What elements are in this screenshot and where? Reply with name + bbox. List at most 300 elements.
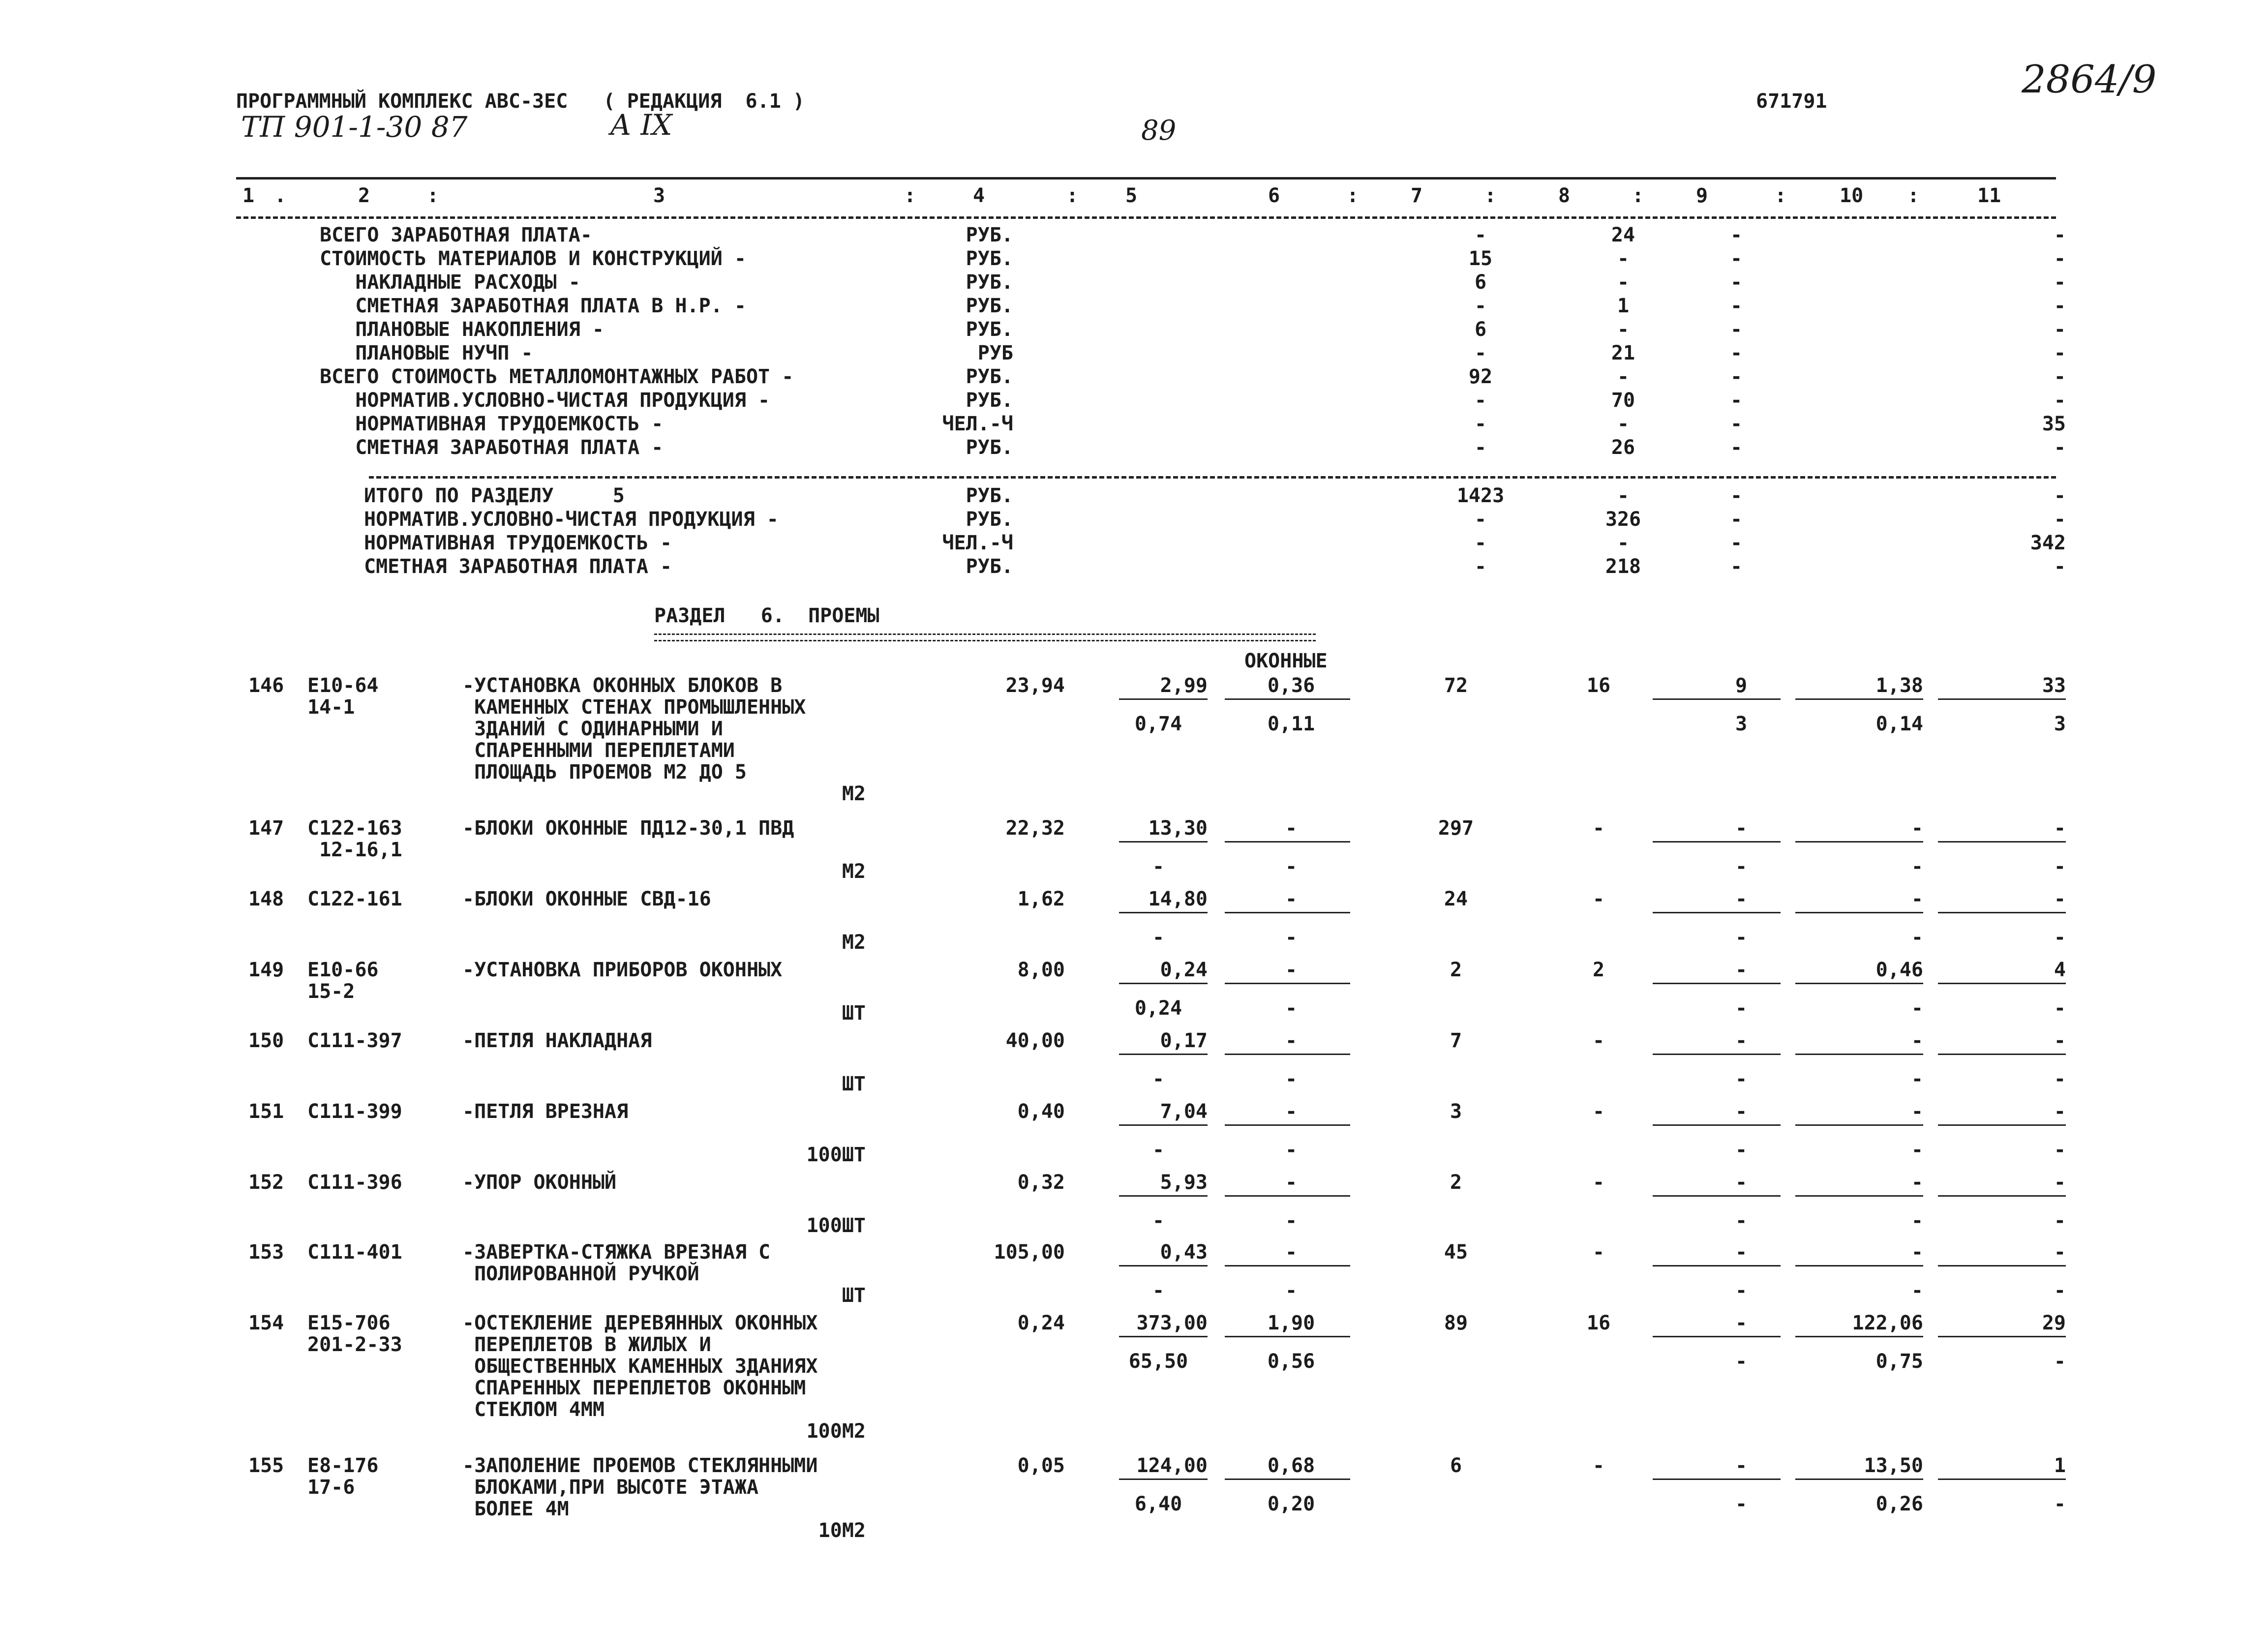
item-machine-cost: 9 <box>1735 674 1748 697</box>
item-code-sub: 14-1 <box>307 696 355 719</box>
summary-col9: - <box>1730 318 1743 341</box>
item-labor-unit: 13,50 <box>1864 1454 1923 1477</box>
summary-col9: - <box>1730 247 1743 270</box>
item-code: С122-163 <box>307 817 402 840</box>
item-wage-cost-lower: - <box>1285 1068 1298 1090</box>
summary-col11: - <box>2054 436 2066 459</box>
item-rule-col5 <box>1119 1265 1208 1267</box>
item-rule-col9 <box>1653 912 1781 913</box>
column-header-5: : <box>904 184 916 207</box>
summary-col7: - <box>1474 508 1487 531</box>
item-total-wages: - <box>1592 1029 1605 1052</box>
item-total-wages: 16 <box>1586 1312 1611 1334</box>
item-unit-cost-lower: - <box>1152 1139 1165 1161</box>
summary-label: СМЕТНАЯ ЗАРАБОТНАЯ ПЛАТА - <box>320 436 664 459</box>
item-machine-cost-lower: - <box>1735 997 1748 1020</box>
item-wage-cost: - <box>1285 1100 1298 1123</box>
summary-col11: - <box>2054 508 2066 531</box>
item-total-wages: - <box>1592 1454 1605 1477</box>
summary-col7: 1423 <box>1456 484 1505 507</box>
summary-col7: 6 <box>1474 318 1487 341</box>
item-unit: ШТ <box>842 1002 866 1025</box>
item-quantity: 0,40 <box>1017 1100 1065 1123</box>
item-unit: М2 <box>842 860 866 883</box>
item-labor-total-lower: - <box>2054 1279 2066 1302</box>
item-labor-total-lower: - <box>2054 1350 2066 1373</box>
item-rule-col11 <box>1938 1478 2066 1480</box>
item-total-wages: - <box>1592 1241 1605 1264</box>
item-total-cost: 3 <box>1450 1100 1462 1123</box>
item-description-line: СПАРЕННЫМИ ПЕРЕПЛЕТАМИ <box>462 739 735 762</box>
item-machine-cost-lower: - <box>1735 1209 1748 1232</box>
item-machine-cost-lower: - <box>1735 855 1748 878</box>
item-wage-cost: - <box>1285 959 1298 981</box>
item-rule-col6 <box>1225 912 1350 913</box>
item-description-line: -УСТАНОВКА ПРИБОРОВ ОКОННЫХ <box>462 959 783 981</box>
item-labor-total-lower: - <box>2054 1209 2066 1232</box>
item-unit: 100ШТ <box>806 1214 866 1237</box>
item-rule-col11 <box>1938 1054 2066 1055</box>
summary-col11: - <box>2054 271 2066 294</box>
item-total-cost: 24 <box>1444 888 1468 910</box>
summary-col9: - <box>1730 224 1743 246</box>
summary-col11: 342 <box>2030 532 2066 554</box>
summary-col8: - <box>1617 271 1630 294</box>
item-rule-col10 <box>1795 983 1923 984</box>
summary-unit: РУБ. <box>966 224 1013 246</box>
item-labor-unit-lower: - <box>1911 997 1923 1020</box>
summary-col11: - <box>2054 484 2066 507</box>
item-rule-col5 <box>1119 1124 1208 1126</box>
item-wage-cost-lower: 0,20 <box>1267 1493 1315 1515</box>
summary-unit: ЧЕЛ.-Ч <box>942 413 1013 435</box>
column-header-11: 7 <box>1410 184 1423 207</box>
item-rule-col11 <box>1938 1265 2066 1267</box>
item-quantity: 1,62 <box>1017 888 1065 910</box>
item-rule-col10 <box>1795 912 1923 913</box>
column-header-4: 3 <box>653 184 665 207</box>
item-rule-col10 <box>1795 698 1923 700</box>
item-labor-total-lower: - <box>2054 926 2066 949</box>
project-number: ТП 901-1-30 87 <box>241 110 468 144</box>
item-unit-cost: 7,04 <box>1160 1100 1208 1123</box>
item-labor-total-lower: - <box>2054 1139 2066 1161</box>
item-labor-total: - <box>2054 1100 2066 1123</box>
item-code-sub: 17-6 <box>307 1476 355 1499</box>
item-labor-unit: - <box>1911 1029 1923 1052</box>
column-header-16: : <box>1774 184 1787 207</box>
item-labor-unit: - <box>1911 1100 1923 1123</box>
item-rule-col5 <box>1119 1478 1208 1480</box>
summary-col7: - <box>1474 389 1487 412</box>
item-rule-col6 <box>1225 1124 1350 1126</box>
item-number: 151 <box>248 1100 284 1123</box>
item-description-line: БОЛЕЕ 4М <box>462 1498 569 1520</box>
summary-unit: РУБ. <box>966 389 1013 412</box>
item-wage-cost: 1,90 <box>1267 1312 1315 1334</box>
item-labor-unit-lower: - <box>1911 1068 1923 1090</box>
item-machine-cost: - <box>1735 959 1748 981</box>
item-description-line: ПЕРЕПЛЕТОВ В ЖИЛЫХ И <box>462 1333 711 1356</box>
section-title: РАЗДЕЛ 6. ПРОЕМЫ <box>654 604 879 627</box>
item-description-line: -УПОР ОКОННЫЙ <box>462 1171 617 1194</box>
item-number: 150 <box>248 1029 284 1052</box>
item-description-line: БЛОКАМИ,ПРИ ВЫСОТЕ ЭТАЖА <box>462 1476 759 1499</box>
item-rule-col11 <box>1938 1124 2066 1126</box>
summary-col11: - <box>2054 555 2066 578</box>
item-total-cost: 89 <box>1444 1312 1468 1334</box>
item-unit-cost: 13,30 <box>1148 817 1208 840</box>
item-quantity: 0,24 <box>1017 1312 1065 1334</box>
item-description-line: КАМЕННЫХ СТЕНАХ ПРОМЫШЛЕННЫХ <box>462 696 806 719</box>
column-header-6: 4 <box>972 184 985 207</box>
item-total-wages: - <box>1592 817 1605 840</box>
item-rule-col5 <box>1119 912 1208 913</box>
summary-col8: 21 <box>1611 342 1635 364</box>
item-labor-unit: - <box>1911 817 1923 840</box>
summary-label: СМЕТНАЯ ЗАРАБОТНАЯ ПЛАТА В Н.Р. - <box>320 295 746 317</box>
item-labor-total: - <box>2054 888 2066 910</box>
column-header-8: 5 <box>1125 184 1138 207</box>
item-labor-total-lower: 3 <box>2054 713 2066 735</box>
item-number: 155 <box>248 1454 284 1477</box>
summary-label: ПЛАНОВЫЕ НУЧП - <box>320 342 533 364</box>
summary-unit: РУБ. <box>966 365 1013 388</box>
item-labor-unit-lower: 0,75 <box>1875 1350 1923 1373</box>
item-description-line: ОБЩЕСТВЕННЫХ КАМЕННЫХ ЗДАНИЯХ <box>462 1355 818 1378</box>
item-machine-cost: - <box>1735 1171 1748 1194</box>
item-total-wages: 2 <box>1592 959 1605 981</box>
item-rule-col10 <box>1795 1265 1923 1267</box>
item-wage-cost: 0,36 <box>1267 674 1315 697</box>
item-wage-cost-lower: - <box>1285 926 1298 949</box>
item-unit-cost-lower: - <box>1152 1279 1165 1302</box>
summary-label: НОРМАТИВНАЯ ТРУДОЕМКОСТЬ - <box>364 532 672 554</box>
item-labor-unit: 1,38 <box>1875 674 1923 697</box>
item-unit: ШТ <box>842 1073 866 1095</box>
summary-col8: 218 <box>1605 555 1641 578</box>
item-labor-unit: - <box>1911 1171 1923 1194</box>
item-number: 148 <box>248 888 284 910</box>
sheet-mark: 2864/9 <box>2022 58 2157 102</box>
column-header-0: 1 <box>242 184 255 207</box>
item-wage-cost-lower: - <box>1285 855 1298 878</box>
item-labor-unit-lower: - <box>1911 1139 1923 1161</box>
item-labor-total-lower: - <box>2054 1068 2066 1090</box>
column-header-3: : <box>426 184 439 207</box>
summary-col8: - <box>1617 318 1630 341</box>
item-wage-cost-lower: - <box>1285 1209 1298 1232</box>
item-total-cost: 72 <box>1444 674 1468 697</box>
item-labor-total: - <box>2054 1241 2066 1264</box>
item-labor-total: 29 <box>2042 1312 2066 1334</box>
summary-unit: РУБ. <box>966 318 1013 341</box>
summary-col9: - <box>1730 295 1743 317</box>
item-unit-cost-lower: - <box>1152 855 1165 878</box>
summary-col11: 35 <box>2042 413 2066 435</box>
item-labor-total: - <box>2054 1171 2066 1194</box>
summary-col7: 6 <box>1474 271 1487 294</box>
summary-col8: - <box>1617 532 1630 554</box>
summary-col11: - <box>2054 342 2066 364</box>
item-rule-col9 <box>1653 1054 1781 1055</box>
item-machine-cost: - <box>1735 1454 1748 1477</box>
item-description-line: -ПЕТЛЯ НАКЛАДНАЯ <box>462 1029 652 1052</box>
item-rule-col6 <box>1225 1336 1350 1337</box>
item-labor-total: - <box>2054 1029 2066 1052</box>
item-rule-col9 <box>1653 1336 1781 1337</box>
item-rule-col10 <box>1795 1336 1923 1337</box>
item-total-cost: 45 <box>1444 1241 1468 1264</box>
item-unit-cost: 5,93 <box>1160 1171 1208 1194</box>
item-code-sub: 12-16,1 <box>307 839 402 861</box>
item-rule-col10 <box>1795 1195 1923 1197</box>
item-unit: 10М2 <box>818 1519 866 1542</box>
column-header-2: 2 <box>358 184 370 207</box>
item-rule-col10 <box>1795 1124 1923 1126</box>
item-machine-cost: - <box>1735 1100 1748 1123</box>
item-rule-col11 <box>1938 1336 2066 1337</box>
item-rule-col6 <box>1225 1054 1350 1055</box>
item-labor-unit-lower: - <box>1911 1209 1923 1232</box>
column-header-rule <box>236 216 2056 219</box>
item-labor-total-lower: - <box>2054 997 2066 1020</box>
item-number: 149 <box>248 959 284 981</box>
item-number: 147 <box>248 817 284 840</box>
item-code: С111-399 <box>307 1100 402 1123</box>
summary-col7: - <box>1474 532 1487 554</box>
item-description-line: -ЗАПОЛЕНИЕ ПРОЕМОВ СТЕКЛЯННЫМИ <box>462 1454 818 1477</box>
item-rule-col5 <box>1119 1336 1208 1337</box>
item-machine-cost: - <box>1735 817 1748 840</box>
summary-col9: - <box>1730 413 1743 435</box>
item-labor-unit-lower: - <box>1911 926 1923 949</box>
summary-col8: 24 <box>1611 224 1635 246</box>
item-rule-col9 <box>1653 1124 1781 1126</box>
item-quantity: 40,00 <box>1005 1029 1065 1052</box>
item-machine-cost-lower: - <box>1735 1350 1748 1373</box>
summary-unit: РУБ <box>977 342 1013 364</box>
item-machine-cost: - <box>1735 888 1748 910</box>
item-labor-unit: 0,46 <box>1875 959 1923 981</box>
item-code: С111-396 <box>307 1171 402 1194</box>
item-rule-col11 <box>1938 841 2066 843</box>
item-labor-unit: - <box>1911 888 1923 910</box>
item-number: 146 <box>248 674 284 697</box>
item-rule-col6 <box>1225 1265 1350 1267</box>
item-total-cost: 2 <box>1450 959 1462 981</box>
item-total-wages: - <box>1592 1100 1605 1123</box>
summary-unit: РУБ. <box>966 295 1013 317</box>
item-total-cost: 7 <box>1450 1029 1462 1052</box>
summary-col9: - <box>1730 436 1743 459</box>
item-rule-col9 <box>1653 983 1781 984</box>
item-labor-total: 1 <box>2054 1454 2066 1477</box>
column-header-1: . <box>274 184 287 207</box>
item-code-sub: 201-2-33 <box>307 1333 402 1356</box>
item-wage-cost-lower: 0,11 <box>1267 713 1315 735</box>
column-header-19: 11 <box>1977 184 2001 207</box>
item-rule-col5 <box>1119 983 1208 984</box>
summary-unit: РУБ. <box>966 484 1013 507</box>
section-title-underline <box>654 634 1316 641</box>
item-rule-col11 <box>1938 912 2066 913</box>
item-rule-col10 <box>1795 841 1923 843</box>
item-machine-cost-lower: 3 <box>1735 713 1748 735</box>
item-code-sub: 15-2 <box>307 980 355 1003</box>
item-wage-cost-lower: - <box>1285 1279 1298 1302</box>
summary-label: ВСЕГО СТОИМОСТЬ МЕТАЛЛОМОНТАЖНЫХ РАБОТ - <box>320 365 794 388</box>
item-rule-col10 <box>1795 1478 1923 1480</box>
col6-caption: ОКОННЫЕ <box>1244 650 1328 672</box>
summary-col7: 92 <box>1468 365 1493 388</box>
item-unit-cost-lower: 6,40 <box>1134 1493 1182 1515</box>
column-header-7: : <box>1066 184 1079 207</box>
item-rule-col9 <box>1653 1195 1781 1197</box>
item-machine-cost-lower: - <box>1735 1279 1748 1302</box>
item-quantity: 8,00 <box>1017 959 1065 981</box>
item-labor-unit-lower: 0,14 <box>1875 713 1923 735</box>
item-rule-col11 <box>1938 1195 2066 1197</box>
item-labor-unit-lower: - <box>1911 1279 1923 1302</box>
item-description-line: -ОСТЕКЛЕНИЕ ДЕРЕВЯННЫХ ОКОННЫХ <box>462 1312 818 1334</box>
item-machine-cost-lower: - <box>1735 1139 1748 1161</box>
item-quantity: 22,32 <box>1005 817 1065 840</box>
summary-col11: - <box>2054 365 2066 388</box>
summary-unit: РУБ. <box>966 271 1013 294</box>
item-rule-col5 <box>1119 1054 1208 1055</box>
item-machine-cost: - <box>1735 1029 1748 1052</box>
item-description-line: -БЛОКИ ОКОННЫЕ ПД12-30,1 ПВД <box>462 817 794 840</box>
summary-col11: - <box>2054 247 2066 270</box>
item-labor-unit: 122,06 <box>1852 1312 1923 1334</box>
item-description-line: ПОЛИРОВАННОЙ РУЧКОЙ <box>462 1263 699 1285</box>
summary-col7: - <box>1474 224 1487 246</box>
summary-col8: - <box>1617 484 1630 507</box>
column-header-12: : <box>1484 184 1497 207</box>
item-unit-cost-lower: 65,50 <box>1128 1350 1188 1373</box>
item-unit-cost-lower: 0,74 <box>1134 713 1182 735</box>
item-labor-unit-lower: - <box>1911 855 1923 878</box>
item-total-cost: 297 <box>1438 817 1474 840</box>
item-quantity: 0,32 <box>1017 1171 1065 1194</box>
item-code: С111-401 <box>307 1241 402 1264</box>
item-rule-col6 <box>1225 841 1350 843</box>
item-rule-col6 <box>1225 1478 1350 1480</box>
summary-divider-rule <box>369 476 2056 479</box>
item-rule-col5 <box>1119 698 1208 700</box>
item-unit-cost-lower: - <box>1152 926 1165 949</box>
summary-col9: - <box>1730 365 1743 388</box>
summary-col9: - <box>1730 555 1743 578</box>
summary-col7: - <box>1474 342 1487 364</box>
item-machine-cost: - <box>1735 1241 1748 1264</box>
item-wage-cost: - <box>1285 1029 1298 1052</box>
summary-col8: 326 <box>1605 508 1641 531</box>
item-description-line: -УСТАНОВКА ОКОННЫХ БЛОКОВ В <box>462 674 783 697</box>
summary-col9: - <box>1730 342 1743 364</box>
item-labor-total: 4 <box>2054 959 2066 981</box>
summary-col9: - <box>1730 508 1743 531</box>
item-code: Е8-176 <box>307 1454 379 1477</box>
summary-label: НАКЛАДНЫЕ РАСХОДЫ - <box>320 271 580 294</box>
item-unit-cost: 14,80 <box>1148 888 1208 910</box>
item-total-wages: - <box>1592 1171 1605 1194</box>
item-wage-cost-lower: - <box>1285 997 1298 1020</box>
item-machine-cost-lower: - <box>1735 1068 1748 1090</box>
item-machine-cost: - <box>1735 1312 1748 1334</box>
item-quantity: 0,05 <box>1017 1454 1065 1477</box>
item-rule-col9 <box>1653 1478 1781 1480</box>
summary-unit: РУБ. <box>966 436 1013 459</box>
item-total-cost: 2 <box>1450 1171 1462 1194</box>
column-header-14: : <box>1632 184 1644 207</box>
item-code: С122-161 <box>307 888 402 910</box>
item-description-line: СТЕКЛОМ 4ММ <box>462 1398 605 1421</box>
item-total-wages: - <box>1592 888 1605 910</box>
item-rule-col5 <box>1119 1195 1208 1197</box>
item-unit: ШТ <box>842 1284 866 1307</box>
summary-col9: - <box>1730 271 1743 294</box>
item-unit-cost-lower: 0,24 <box>1134 997 1182 1020</box>
summary-col8: 70 <box>1611 389 1635 412</box>
program-title: ПРОГРАММНЫЙ КОМПЛЕКС АВС-3ЕС ( РЕДАКЦИЯ 6.1 ) <box>236 90 805 113</box>
item-wage-cost: - <box>1285 888 1298 910</box>
item-wage-cost: 0,68 <box>1267 1454 1315 1477</box>
summary-col9: - <box>1730 389 1743 412</box>
item-rule-col11 <box>1938 698 2066 700</box>
table-top-rule <box>236 177 2056 180</box>
item-description-line: -ЗАВЕРТКА-СТЯЖКА ВРЕЗНАЯ С <box>462 1241 771 1264</box>
item-rule-col9 <box>1653 698 1781 700</box>
item-unit-cost: 0,24 <box>1160 959 1208 981</box>
item-unit: М2 <box>842 783 866 805</box>
column-header-18: : <box>1907 184 1920 207</box>
item-rule-col9 <box>1653 1265 1781 1267</box>
item-description-line: ПЛОЩАДЬ ПРОЕМОВ М2 ДО 5 <box>462 761 747 784</box>
item-code: С111-397 <box>307 1029 402 1052</box>
summary-col11: - <box>2054 389 2066 412</box>
item-wage-cost: - <box>1285 1171 1298 1194</box>
summary-col8: 1 <box>1617 295 1630 317</box>
item-quantity: 23,94 <box>1005 674 1065 697</box>
item-total-cost: 6 <box>1450 1454 1462 1477</box>
item-unit-cost-lower: - <box>1152 1209 1165 1232</box>
item-description-line: -ПЕТЛЯ ВРЕЗНАЯ <box>462 1100 629 1123</box>
summary-col8: - <box>1617 247 1630 270</box>
item-code: Е10-66 <box>307 959 379 981</box>
item-labor-unit: - <box>1911 1241 1923 1264</box>
item-labor-total: 33 <box>2042 674 2066 697</box>
item-rule-col11 <box>1938 983 2066 984</box>
summary-unit: ЧЕЛ.-Ч <box>942 532 1013 554</box>
item-rule-col6 <box>1225 983 1350 984</box>
summary-col7: - <box>1474 413 1487 435</box>
item-number: 154 <box>248 1312 284 1334</box>
summary-label: ИТОГО ПО РАЗДЕЛУ 5 <box>364 484 625 507</box>
item-rule-col5 <box>1119 841 1208 843</box>
column-header-15: 9 <box>1695 184 1708 207</box>
summary-col9: - <box>1730 532 1743 554</box>
summary-label: СТОИМОСТЬ МАТЕРИАЛОВ И КОНСТРУКЦИЙ - <box>320 247 746 270</box>
page-number: 89 <box>1141 115 1177 147</box>
item-wage-cost-lower: 0,56 <box>1267 1350 1315 1373</box>
summary-label: НОРМАТИВ.УСЛОВНО-ЧИСТАЯ ПРОДУКЦИЯ - <box>320 389 770 412</box>
summary-unit: РУБ. <box>966 555 1013 578</box>
item-wage-cost: - <box>1285 1241 1298 1264</box>
summary-col11: - <box>2054 224 2066 246</box>
summary-label: СМЕТНАЯ ЗАРАБОТНАЯ ПЛАТА - <box>364 555 672 578</box>
